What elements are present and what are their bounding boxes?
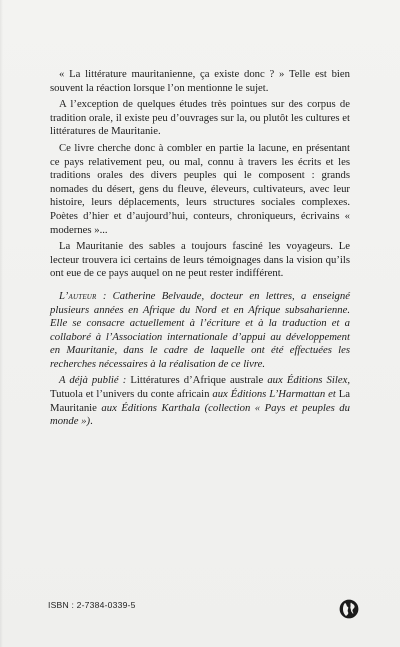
published-paragraph: A déjà publié : Littératures d’Afrique australe aux Éditions Silex, Tutuola et l’univers du conte africain aux Éditions L’Harmattan et La Mauritanie aux Éditions Karthala (collection « Pays et peuples du monde »). xyxy=(50,374,350,428)
book-title-3: La Mauritanie xyxy=(50,388,350,414)
book-title-1: Littératures d’Afrique australe xyxy=(130,374,264,387)
blurb-paragraph-2: A l’exception de quelques études très pointues sur des corpus de tradition orale, il existe peu d’ouvrages sur la, ou plutôt les cultures et littératures de Mauritanie. xyxy=(50,98,350,138)
isbn: ISBN : 2-7384-0339-5 xyxy=(48,600,136,610)
blurb-paragraph-4: La Mauritanie des sables a toujours fasciné les voyageurs. Le lecteur trouvera ici certains de leurs témoignages dans la vision qu’ils ont eue de ce pays auquel on ne peut rester indifférent. xyxy=(50,240,350,280)
blurb-paragraph-1: « La littérature mauritanienne, ça existe donc ? » Telle est bien souvent la réaction lorsque l’on mentionne le sujet. xyxy=(50,68,350,94)
author-bio: : Catherine Belvaude, docteur en lettres, a enseigné plusieurs années en Afrique du Nord et en Afrique subsaharienne. Elle se consacre actuellement à l’écriture et à la traduction et a collaboré à l’Association internationale d’appui au développement en Mauritanie, dans le cadre de laquelle ont été effectuées les recherches nécessaires à la réalisation de ce livre. xyxy=(50,289,350,370)
published-label: A déjà publié xyxy=(59,374,119,387)
blurb-paragraph-3: Ce livre cherche donc à combler en partie la lacune, en présentant ce pays relativement peu, ou mal, connu à travers les écrits et les traditions orales des divers peuples qui le composent : grands nomades du désert, gens du fleuve, éleveurs, cultivateurs, avec leur histoire, leurs déplacements, leurs structures sociales complexes. Poètes d’hier et d’aujourd’hui, conteurs, chroniqueurs, écrivains « modernes »... xyxy=(50,141,350,236)
cover-text xyxy=(50,68,350,432)
publisher-3: aux Éditions Karthala (collection « Pays et peuples du monde ») xyxy=(50,401,350,428)
globe-icon xyxy=(339,599,359,619)
publisher-1: aux Éditions Silex, xyxy=(263,374,350,387)
book-title-2: Tutuola et l’univers du conte africain xyxy=(50,388,210,401)
author-label: L’auteur xyxy=(59,289,97,302)
publisher-2: aux Éditions L’Harmattan et xyxy=(209,388,339,401)
author-paragraph xyxy=(50,290,350,372)
spine-shadow xyxy=(0,0,3,647)
